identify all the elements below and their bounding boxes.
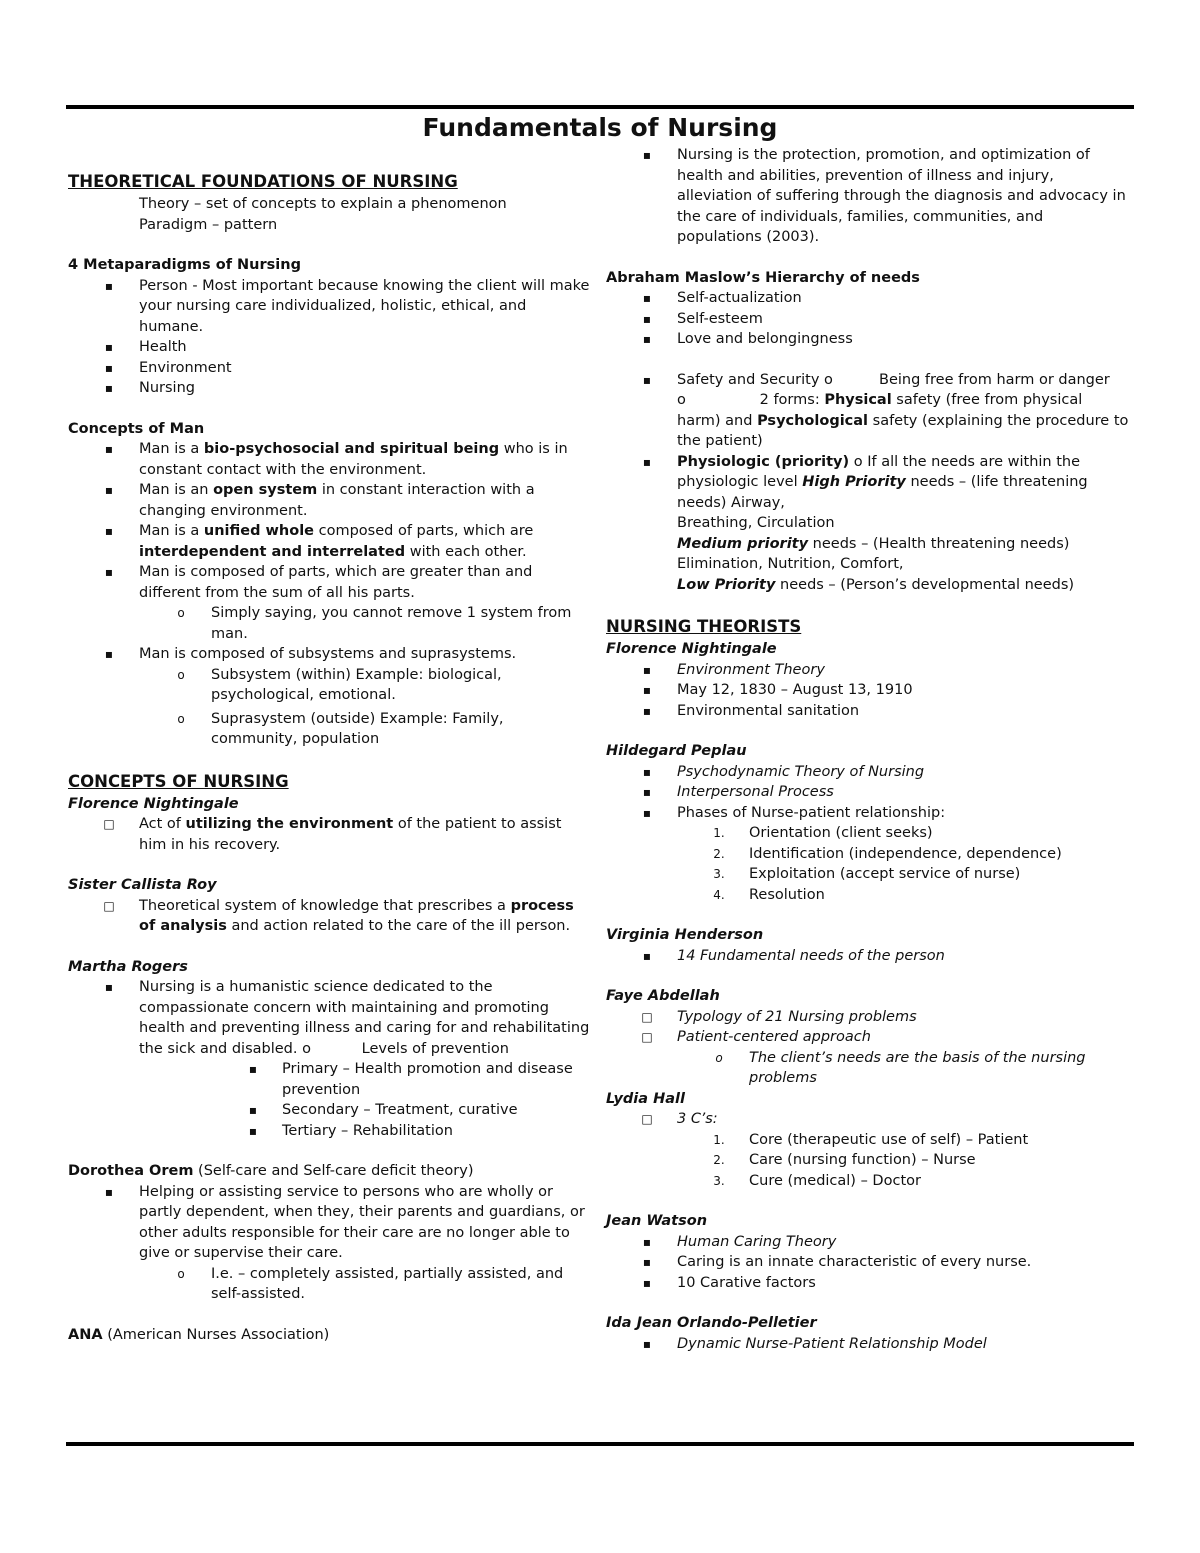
maslow-list: [606, 288, 1130, 595]
nightingale-list: [606, 660, 1130, 722]
left-column: [68, 170, 590, 1345]
nightingale-name: Florence Nightingale: [68, 795, 239, 812]
list-item: ▪ Helping or assisting service to persons who are wholly or partly dependent, when they, their parents and guardians, or other adults responsible for their care are no longer able to give or supervise their care.: [104, 1183, 585, 1261]
watson-list: [606, 1232, 1130, 1294]
list-item: ▪ Environment: [104, 359, 232, 376]
list-item: ▪ Self-actualization: [642, 290, 802, 306]
ana-heading: ANA (American Nurses Association): [68, 1326, 330, 1343]
right-column: [606, 145, 1130, 1354]
list-item: ▪ Man is a unified whole composed of parts, which are interdependent and interrelated with each other.: [104, 523, 534, 560]
list-item: o Suprasystem (outside) Example: Family, community, population: [177, 710, 504, 747]
list-item: □ Patient-centered approach: [641, 1029, 871, 1045]
orlando-name: Ida Jean Orlando-Pelletier: [606, 1315, 817, 1331]
list-item: ▪ Man is composed of parts, which are greater than and different from the sum of all his parts.: [104, 564, 533, 601]
list-item-continued: Breathing, Circulation: [677, 515, 835, 531]
henderson-name: Virginia Henderson: [606, 927, 764, 943]
list-item: o I.e. – completely assisted, partially assisted, and self-assisted.: [177, 1265, 564, 1302]
hall-cs-list: [606, 1130, 1130, 1192]
list-item: ▪ Secondary – Treatment, curative: [248, 1102, 518, 1118]
list-item: ▪ Human Caring Theory: [642, 1233, 837, 1250]
list-item: o The client’s needs are the basis of the nursing problems: [715, 1049, 1086, 1086]
concepts-of-man-heading: Concepts of Man: [68, 420, 205, 437]
peplau-list: [606, 762, 1130, 824]
list-item: ▪ Man is composed of subsystems and suprasystems.: [104, 646, 517, 662]
peplau-phases-list: [606, 823, 1130, 905]
list-item: □ Typology of 21 Nursing problems: [641, 1008, 917, 1025]
metaparadigms-heading: 4 Metaparadigms of Nursing: [68, 257, 301, 273]
list-item: ▪ Interpersonal Process: [642, 784, 834, 800]
list-item: □ Theoretical system of knowledge that prescribes a process of analysis and action related to the care of the ill person.: [103, 897, 574, 934]
list-item: ▪ 14 Fundamental needs of the person: [642, 947, 945, 964]
paradigm-definition: Paradigm – pattern: [139, 216, 278, 233]
list-item: o Subsystem (within) Example: biological, psychological, emotional.: [177, 666, 502, 703]
roy-name: Sister Callista Roy: [68, 877, 217, 893]
list-item: □ 3 C’s:: [641, 1111, 718, 1127]
list-item: o Simply saying, you cannot remove 1 system from man.: [177, 605, 572, 642]
list-item: ▪ Person - Most important because knowing the client will make your nursing care individualized, holistic, ethical, and humane.: [104, 277, 590, 335]
list-item: ▪ Self-esteem: [642, 310, 763, 327]
ana-definition: ▪ Nursing is the protection, promotion, and optimization of health and abilities, prevention of illness and injury, alleviation of suffering through the diagnosis and advocacy in the care of individuals, families, communities, and populations (2003).: [642, 147, 1126, 245]
list-item: ▪ May 12, 1830 – August 13, 1910: [642, 682, 913, 698]
concepts-of-man-list: [68, 439, 590, 750]
list-item: 4. Resolution: [713, 886, 825, 903]
top-rule: [66, 105, 1134, 109]
peplau-name: Hildegard Peplau: [606, 743, 747, 759]
list-item: 1. Orientation (client seeks): [713, 825, 933, 841]
theoretical-foundations-heading: THEORETICAL FOUNDATIONS OF NURSING: [68, 172, 458, 191]
list-item: ▪ Physiologic (priority) o If all the needs are within the physiologic level High Priority needs – (life threatening needs) Airway,: [642, 453, 1088, 511]
list-item: ▪ Phases of Nurse-patient relationship:: [642, 804, 946, 821]
nightingale-theorist-name: Florence Nightingale: [606, 641, 777, 657]
list-item-continued: Medium priority needs – (Health threatening needs): [677, 535, 1070, 552]
list-item: ▪ Environmental sanitation: [642, 702, 860, 719]
list-item: ▪ 10 Carative factors: [642, 1274, 816, 1291]
levels-of-prevention-list: [68, 1059, 590, 1141]
list-item: ▪ Safety and Security o Being free from harm or danger o 2 forms: Physical safety (free from physical harm) and Psychological safety (explaining the procedure to the patient): [642, 371, 1129, 449]
list-item-continued: Elimination, Nutrition, Comfort,: [677, 556, 904, 572]
page-title: Fundamentals of Nursing: [422, 113, 778, 142]
list-item: ▪ Nursing: [104, 380, 195, 396]
hall-name: Lydia Hall: [606, 1090, 685, 1107]
list-item: ▪ Primary – Health promotion and disease prevention: [248, 1061, 573, 1098]
list-item: □ Act of utilizing the environment of the patient to assist him in his recovery.: [103, 816, 562, 853]
list-item-continued: Low Priority needs – (Person’s developmental needs): [677, 576, 1075, 593]
nursing-theorists-heading: NURSING THEORISTS: [606, 617, 802, 636]
list-item: ▪ Tertiary – Rehabilitation: [248, 1122, 453, 1139]
list-item: ▪ Caring is an innate characteristic of every nurse.: [642, 1254, 1032, 1270]
metaparadigms-list: [68, 276, 590, 399]
list-item: ▪ Psychodynamic Theory of Nursing: [642, 763, 925, 780]
list-item: 1. Core (therapeutic use of self) – Patient: [713, 1131, 1029, 1148]
maslow-heading: Abraham Maslow’s Hierarchy of needs: [606, 269, 920, 286]
bottom-rule: [66, 1442, 1134, 1446]
list-item: ▪ Man is a bio-psychosocial and spiritual being who is in constant contact with the environment.: [104, 441, 568, 478]
concepts-of-nursing-heading: CONCEPTS OF NURSING: [68, 771, 289, 791]
list-item: 2. Identification (independence, dependence): [713, 845, 1062, 862]
list-item: ▪ Health: [104, 339, 187, 355]
list-item: 3. Exploitation (accept service of nurse): [713, 866, 1021, 882]
list-item: 2. Care (nursing function) – Nurse: [713, 1152, 976, 1168]
abdellah-name: Faye Abdellah: [606, 988, 720, 1004]
rogers-name: Martha Rogers: [68, 958, 188, 975]
list-item: ▪ Love and belongingness: [642, 331, 853, 347]
list-item: ▪ Dynamic Nurse-Patient Relationship Model: [642, 1335, 987, 1352]
orem-heading: Dorothea Orem (Self-care and Self-care deficit theory): [68, 1163, 474, 1179]
theory-definition: Theory – set of concepts to explain a phenomenon: [139, 196, 507, 212]
list-item: ▪ Nursing is a humanistic science dedicated to the compassionate concern with maintaining and promoting health and preventing illness and caring for and rehabilitating the sick and disabled. o Levels of prevention: [104, 979, 590, 1057]
list-item: 3. Cure (medical) – Doctor: [713, 1172, 921, 1189]
list-item: ▪ Man is an open system in constant interaction with a changing environment.: [104, 482, 535, 519]
list-item: ▪ Environment Theory: [642, 661, 825, 678]
watson-name: Jean Watson: [606, 1213, 708, 1229]
